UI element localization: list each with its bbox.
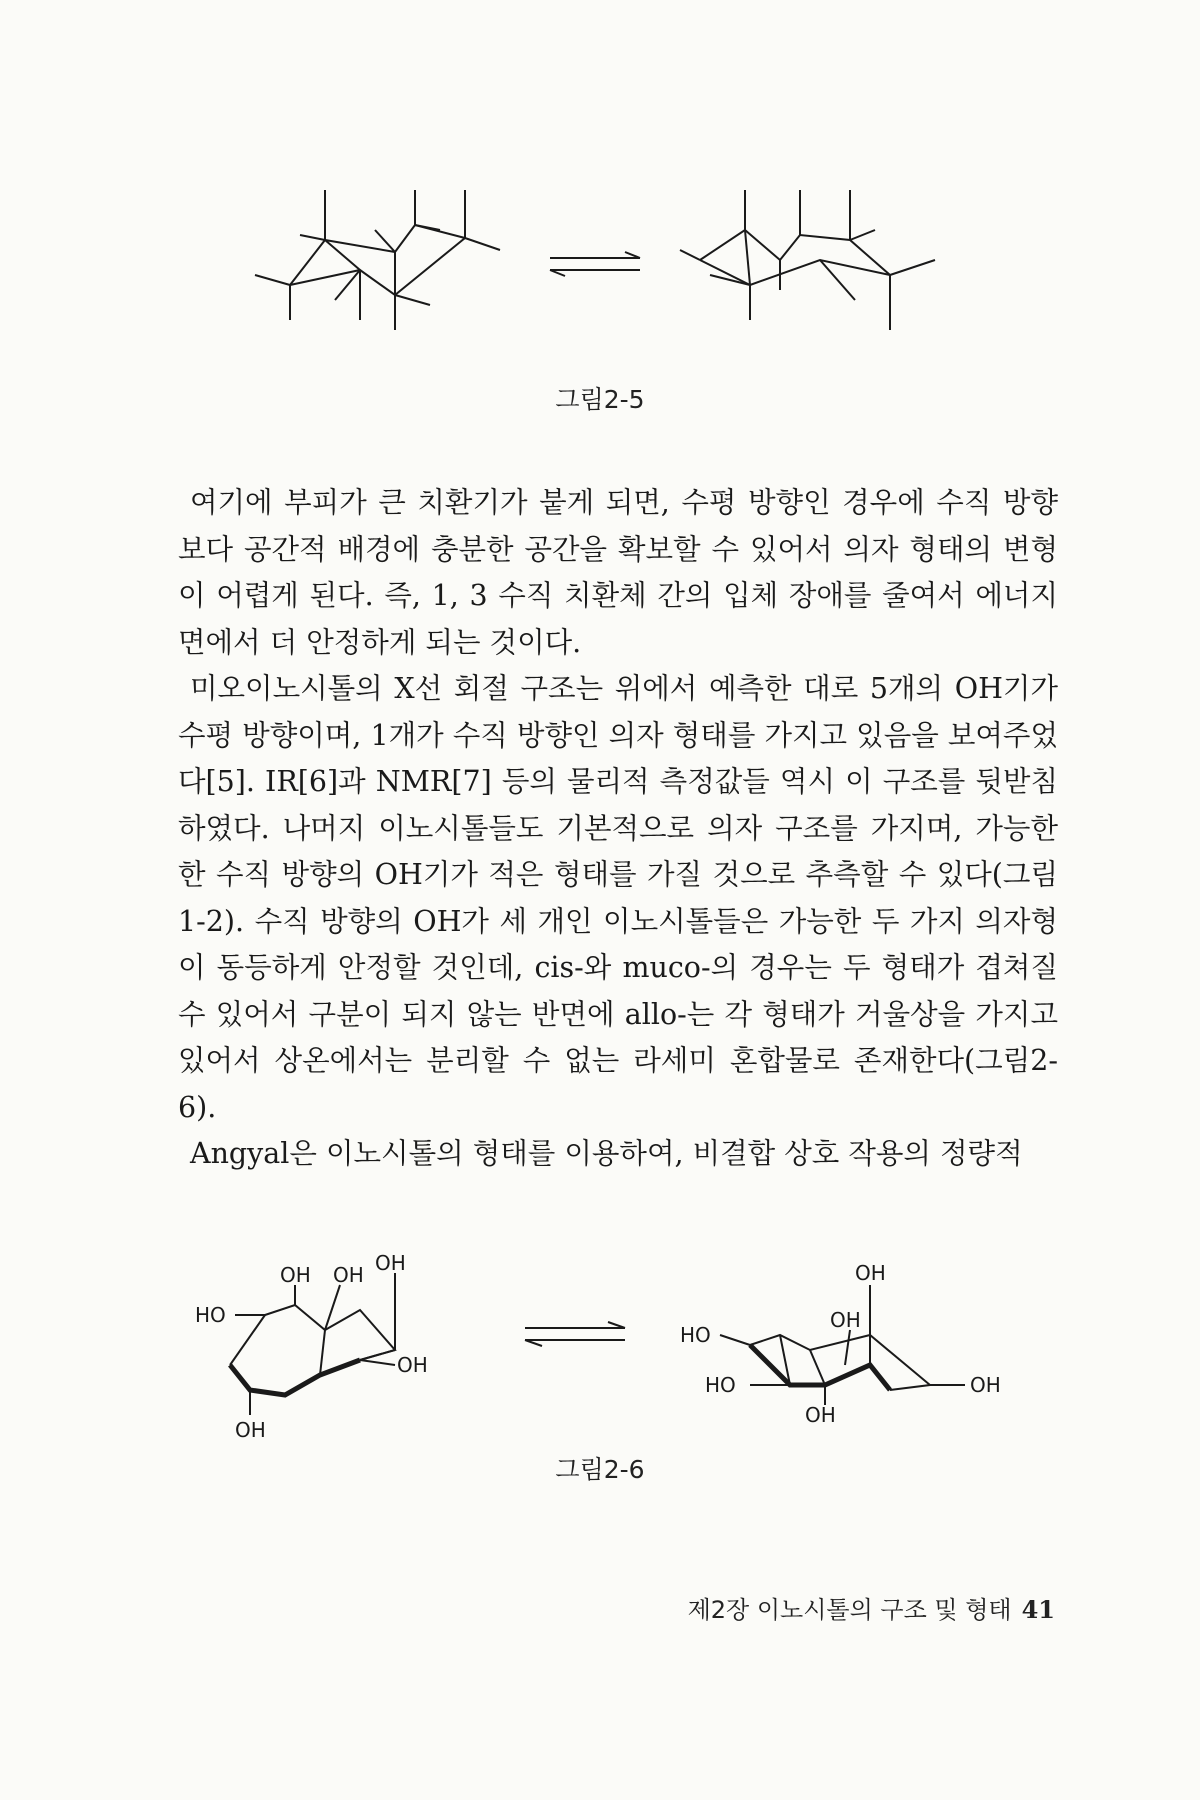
figure-caption: 그림2-5 [555, 385, 645, 414]
cyclohexane-chair-right [680, 190, 960, 360]
cyclohexane-chair-left [255, 190, 555, 360]
page-number: 41 [1021, 1595, 1055, 1624]
chapter-title: 제2장 이노시톨의 구조 및 형태 [687, 1596, 1012, 1624]
body-text [178, 480, 1058, 1178]
page-footer [688, 1590, 1055, 1625]
oh-label: OH [855, 1261, 886, 1285]
inositol-chair-right [680, 1255, 1020, 1425]
paragraph-3: Angyal은 이노시톨의 형태를 이용하여, 비결합 상호 작용의 정량적 [190, 1137, 1023, 1170]
ho-label: HO [680, 1323, 711, 1347]
oh-label: OH [280, 1263, 311, 1287]
figure-2-6 [0, 1245, 1200, 1485]
oh-label: OH [970, 1373, 1001, 1397]
oh-label: OH [235, 1418, 266, 1442]
ho-label: HO [705, 1373, 736, 1397]
figure-2-5 [0, 180, 1200, 420]
equilibrium-arrows [545, 250, 645, 280]
oh-label: OH [333, 1263, 364, 1287]
inositol-chair-left [195, 1251, 495, 1442]
oh-label: OH [830, 1308, 861, 1332]
oh-label: OH [375, 1251, 406, 1275]
equilibrium-arrows [520, 1320, 630, 1350]
figure-caption: 그림2-6 [555, 1455, 645, 1484]
ho-label: HO [195, 1303, 226, 1327]
paragraph-1: 여기에 부피가 큰 치환기가 붙게 되면, 수평 방향인 경우에 수직 방향보다 공간적 배경에 충분한 공간을 확보할 수 있어서 의자 형태의 변형이 어렵게 된다. 즉, 1, 3 수직 치환체 간의 입체 장애를 줄여서 에너지 면에서 더 안정하게 되는 것이다. [178, 486, 1058, 659]
oh-label: OH [397, 1353, 428, 1377]
oh-label: OH [805, 1403, 836, 1427]
paragraph-2: 미오이노시톨의 X선 회절 구조는 위에서 예측한 대로 5개의 OH기가 수평 방향이며, 1개가 수직 방향인 의자 형태를 가지고 있음을 보여주었다[5]. IR[6]과 NMR[7] 등의 물리적 측정값들 역시 이 구조를 뒷받침하였다. 나머지 이노시톨들도 기본적으로 의자 구조를 가지며, 가능한 한 수직 방향의 OH기가 적은 형태를 가질 것으로 추측할 수 있다(그림1-2). 수직 방향의 OH가 세 개인 이노시톨들은 가능한 두 가지 의자형이 동등하게 안정할 것인데, cis-와 muco-의 경우는 두 형태가 겹쳐질 수 있어서 구분이 되지 않는 반면에 allo-는 각 형태가 거울상을 가지고 있어서 상온에서는 분리할 수 없는 라세미 혼합물로 존재한다(그림2-6). [178, 672, 1058, 1124]
